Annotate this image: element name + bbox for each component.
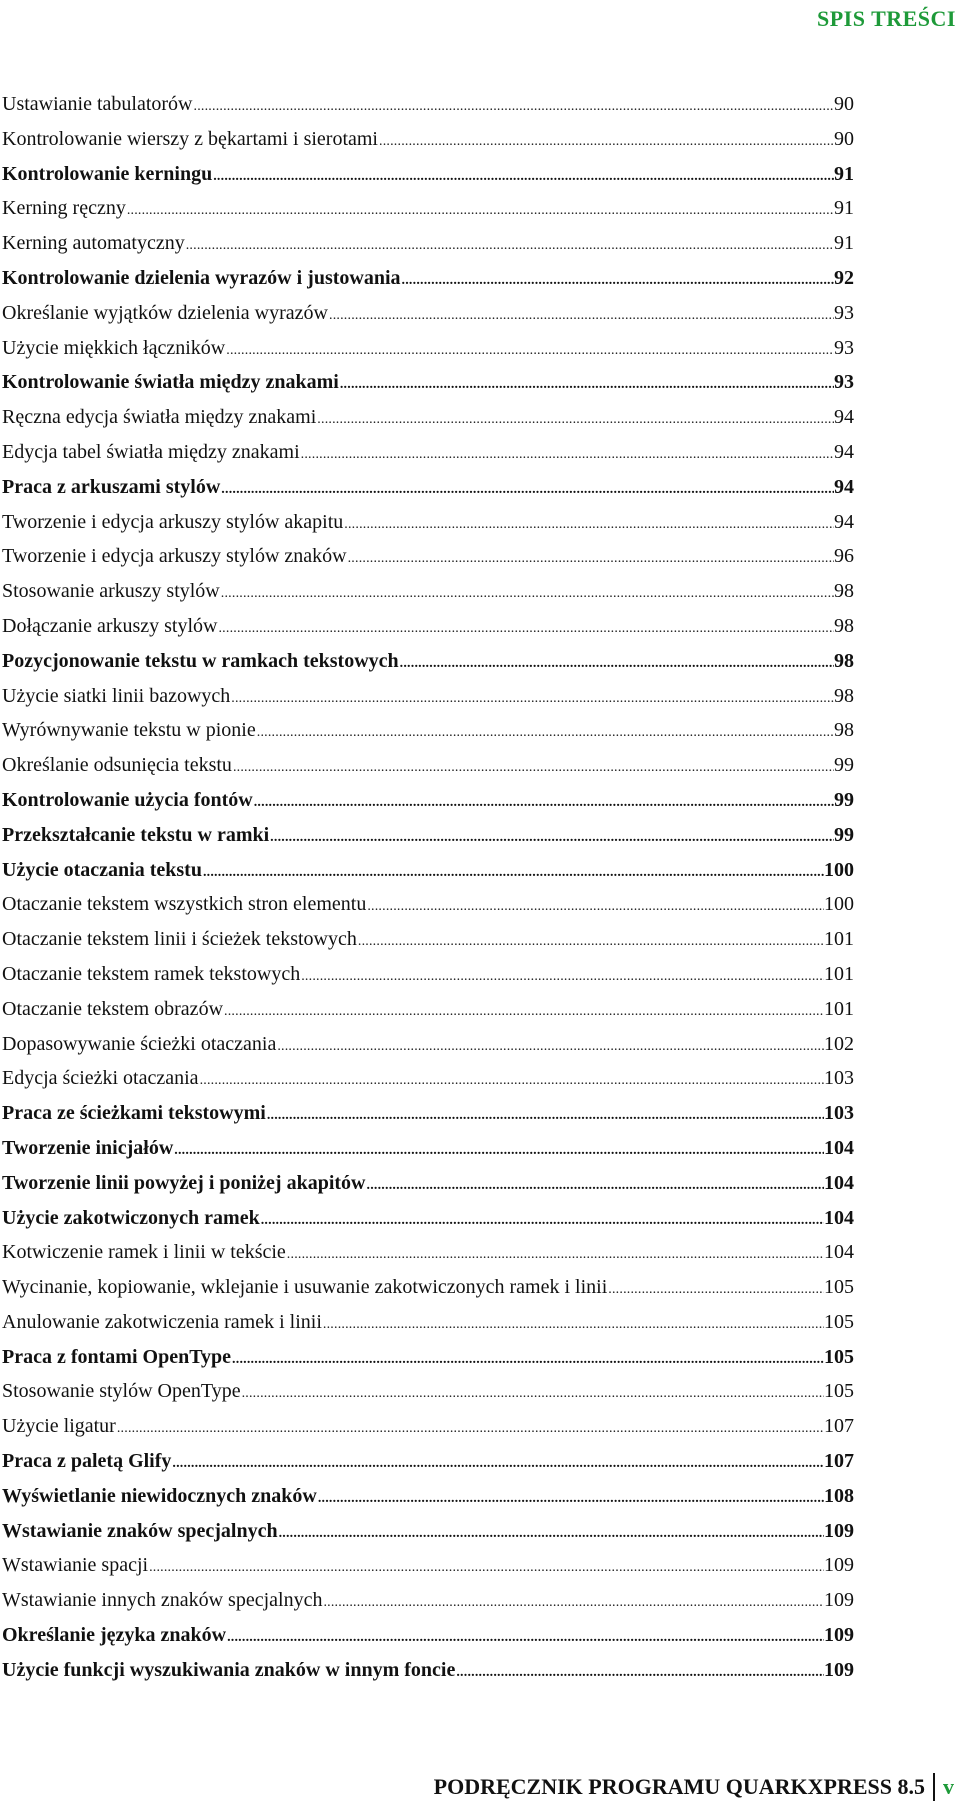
- toc-entry-label: Otaczanie tekstem linii i ścieżek tekstowych: [2, 928, 357, 951]
- toc-entry-label: Kontrolowanie światła między znakami: [2, 371, 339, 394]
- toc-entry-page-number: 90: [834, 93, 854, 115]
- toc-entry-label: Wycinanie, kopiowanie, wklejanie i usuwanie zakotwiczonych ramek i linii: [2, 1276, 608, 1299]
- toc-entry-label: Wyświetlanie niewidocznych znaków: [2, 1484, 317, 1507]
- toc-entry-page-number: 105: [824, 1380, 854, 1403]
- toc-dot-leader: [254, 786, 834, 818]
- footer-title: PODRĘCZNIK PROGRAMU QUARKXPRESS 8.5: [433, 1774, 925, 1799]
- toc-entry-label: Dołączanie arkuszy stylów: [2, 614, 218, 637]
- toc-entry-label: Pozycjonowanie tekstu w ramkach tekstowych: [2, 649, 399, 672]
- toc-entry-page-number: 109: [824, 1589, 854, 1612]
- toc-entry-page-number: 91: [834, 232, 854, 255]
- toc-dot-leader: [279, 1517, 824, 1549]
- toc-entry-label: Praca z fontami OpenType: [2, 1345, 232, 1368]
- toc-entry[interactable]: [2, 853, 854, 888]
- toc-dot-leader: [149, 1551, 824, 1583]
- toc-entry-page-number: 103: [824, 1067, 854, 1090]
- toc-entry-page-number: 109: [824, 1554, 854, 1577]
- toc-entry[interactable]: [2, 922, 854, 957]
- toc-entry-label: Edycja tabel światła między znakami: [2, 440, 300, 463]
- toc-entry-page-number: 102: [824, 1032, 854, 1055]
- toc-entry[interactable]: [2, 1096, 854, 1131]
- toc-entry[interactable]: [2, 400, 854, 435]
- toc-dot-leader: [379, 125, 834, 157]
- toc-entry-label: Tworzenie inicjałów: [2, 1136, 174, 1159]
- toc-entry[interactable]: [2, 992, 854, 1027]
- toc-dot-leader: [367, 1169, 825, 1201]
- toc-dot-leader: [344, 508, 834, 540]
- toc-entry-label: Określanie wyjątków dzielenia wyrazów: [2, 301, 328, 324]
- toc-dot-leader: [227, 1621, 824, 1653]
- toc-dot-leader: [267, 1099, 824, 1131]
- toc-dot-leader: [261, 1204, 824, 1236]
- toc-entry-page-number: 96: [834, 545, 854, 568]
- toc-dot-leader: [329, 299, 834, 331]
- toc-entry[interactable]: [2, 331, 854, 366]
- toc-entry[interactable]: [2, 122, 854, 157]
- toc-entry-page-number: 109: [824, 1624, 854, 1647]
- toc-entry-label: Określanie języka znaków: [2, 1624, 227, 1647]
- toc-entry-label: Tworzenie i edycja arkuszy stylów znaków: [2, 545, 347, 568]
- toc-entry[interactable]: [2, 226, 854, 261]
- toc-dot-leader: [127, 194, 834, 226]
- toc-entry[interactable]: [2, 1305, 854, 1340]
- toc-dot-leader: [323, 1308, 824, 1340]
- toc-entry-page-number: 100: [824, 893, 854, 916]
- toc-entry-label: Kontrolowanie kerningu: [2, 162, 213, 185]
- footer-separator: [933, 1773, 935, 1801]
- toc-entry[interactable]: [2, 1514, 854, 1549]
- toc-entry-label: Przekształcanie tekstu w ramki: [2, 823, 270, 846]
- toc-entry[interactable]: [2, 609, 854, 644]
- toc-dot-leader: [242, 1377, 824, 1409]
- toc-dot-leader: [340, 368, 834, 400]
- toc-dot-leader: [194, 90, 835, 122]
- toc-entry-page-number: 105: [824, 1310, 854, 1333]
- toc-dot-leader: [203, 856, 824, 888]
- toc-entry[interactable]: [2, 818, 854, 853]
- toc-dot-leader: [301, 438, 834, 470]
- toc-dot-leader: [218, 612, 834, 644]
- toc-entry-page-number: 94: [834, 440, 854, 463]
- toc-entry-page-number: 105: [824, 1345, 854, 1368]
- toc-entry-label: Ustawianie tabulatorów: [2, 93, 193, 115]
- toc-dot-leader: [200, 1064, 824, 1096]
- toc-entry[interactable]: [2, 1653, 854, 1688]
- toc-entry[interactable]: [2, 1166, 854, 1201]
- toc-entry[interactable]: [2, 191, 854, 226]
- toc-entry[interactable]: [2, 748, 854, 783]
- toc-entry-label: Kerning automatyczny: [2, 232, 185, 255]
- toc-entry-page-number: 104: [824, 1136, 854, 1159]
- toc-entry[interactable]: [2, 1374, 854, 1409]
- toc-entry[interactable]: [2, 574, 854, 609]
- toc-entry-page-number: 91: [834, 197, 854, 220]
- toc-entry-page-number: 101: [824, 962, 854, 985]
- toc-dot-leader: [277, 1030, 824, 1062]
- toc-entry[interactable]: [2, 505, 854, 540]
- toc-entry-page-number: 94: [834, 475, 854, 498]
- toc-entry-page-number: 93: [834, 336, 854, 359]
- toc-entry-label: Kotwiczenie ramek i linii w tekście: [2, 1241, 286, 1264]
- toc-dot-leader: [232, 1343, 824, 1375]
- toc-dot-leader: [608, 1273, 824, 1305]
- toc-entry-label: Otaczanie tekstem obrazów: [2, 997, 224, 1020]
- toc-entry-label: Użycie miękkich łączników: [2, 336, 226, 359]
- page-footer: [434, 1773, 954, 1801]
- toc-entry[interactable]: [2, 1235, 854, 1270]
- toc-entry[interactable]: [2, 296, 854, 331]
- toc-dot-leader: [117, 1412, 824, 1444]
- toc-entry-page-number: 107: [824, 1450, 854, 1473]
- toc-entry[interactable]: [2, 1479, 854, 1514]
- toc-dot-leader: [301, 960, 824, 992]
- toc-entry-label: Wstawianie znaków specjalnych: [2, 1519, 278, 1542]
- toc-entry-page-number: 91: [834, 162, 854, 185]
- toc-dot-leader: [287, 1238, 824, 1270]
- toc-entry[interactable]: [2, 783, 854, 818]
- toc-entry-label: Anulowanie zakotwiczenia ramek i linii: [2, 1310, 322, 1333]
- toc-dot-leader: [226, 334, 834, 366]
- toc-entry-label: Użycie otaczania tekstu: [2, 858, 202, 881]
- toc-dot-leader: [402, 264, 834, 296]
- toc-entry-page-number: 104: [824, 1241, 854, 1264]
- toc-entry-label: Praca z paletą Glify: [2, 1450, 172, 1473]
- toc-entry[interactable]: [2, 87, 854, 122]
- toc-entry-label: Ręczna edycja światła między znakami: [2, 406, 317, 429]
- toc-entry-page-number: 104: [824, 1171, 854, 1194]
- toc-entry-label: Kontrolowanie wierszy z bękartami i sierotami: [2, 127, 378, 150]
- toc-dot-leader: [318, 1482, 824, 1514]
- toc-entry[interactable]: [2, 1409, 854, 1444]
- toc-entry-label: Otaczanie tekstem ramek tekstowych: [2, 962, 301, 985]
- toc-entry-page-number: 93: [834, 301, 854, 324]
- toc-entry-page-number: 98: [834, 649, 854, 672]
- toc-entry[interactable]: [2, 1548, 854, 1583]
- toc-dot-leader: [358, 925, 824, 957]
- toc-entry[interactable]: [2, 1340, 854, 1375]
- toc-entry-label: Określanie odsunięcia tekstu: [2, 754, 232, 777]
- toc-entry-label: Praca z arkuszami stylów: [2, 475, 221, 498]
- toc-entry-page-number: 99: [834, 754, 854, 777]
- toc-dot-leader: [400, 647, 834, 679]
- toc-entry-page-number: 99: [834, 788, 854, 811]
- toc-entry-label: Użycie funkcji wyszukiwania znaków w innym foncie: [2, 1658, 456, 1681]
- toc-dot-leader: [231, 682, 834, 714]
- toc-entry-page-number: 101: [824, 928, 854, 951]
- toc-dot-leader: [186, 229, 834, 261]
- toc-entry-label: Wstawianie innych znaków specjalnych: [2, 1589, 323, 1612]
- toc-entry[interactable]: [2, 957, 854, 992]
- toc-entry-page-number: 92: [834, 266, 854, 289]
- toc-entry-page-number: 103: [824, 1102, 854, 1125]
- toc-entry[interactable]: [2, 1027, 854, 1062]
- toc-entry-page-number: 98: [834, 580, 854, 603]
- toc-entry[interactable]: [2, 1131, 854, 1166]
- toc-dot-leader: [172, 1447, 824, 1479]
- toc-entry[interactable]: [2, 539, 854, 574]
- toc-entry-label: Tworzenie linii powyżej i poniżej akapitów: [2, 1171, 366, 1194]
- toc-entry-label: Dopasowywanie ścieżki otaczania: [2, 1032, 277, 1055]
- toc-entry[interactable]: [2, 157, 854, 192]
- toc-entry[interactable]: [2, 644, 854, 679]
- toc-entry-label: Wyrównywanie tekstu w pionie: [2, 719, 256, 742]
- toc-entry-label: Kerning ręczny: [2, 197, 126, 220]
- toc-dot-leader: [213, 160, 834, 192]
- toc-dot-leader: [456, 1656, 824, 1688]
- toc-entry-page-number: 108: [824, 1484, 854, 1507]
- toc-entry[interactable]: [2, 435, 854, 470]
- footer-page-number: v: [943, 1774, 954, 1799]
- toc-dot-leader: [348, 542, 834, 574]
- toc-entry-label: Kontrolowanie dzielenia wyrazów i justowania: [2, 266, 401, 289]
- toc-dot-leader: [317, 403, 834, 435]
- toc-entry-label: Otaczanie tekstem wszystkich stron elementu: [2, 893, 367, 916]
- toc-entry[interactable]: [2, 1270, 854, 1305]
- toc-dot-leader: [257, 716, 834, 748]
- toc-entry-label: Stosowanie stylów OpenType: [2, 1380, 241, 1403]
- toc-entry[interactable]: [2, 1618, 854, 1653]
- toc-entry-label: Wstawianie spacji: [2, 1554, 149, 1577]
- toc-entry[interactable]: [2, 470, 854, 505]
- toc-dot-leader: [323, 1586, 824, 1618]
- toc-entry-page-number: 109: [824, 1519, 854, 1542]
- toc-dot-leader: [233, 751, 834, 783]
- toc-entry-label: Użycie ligatur: [2, 1415, 116, 1438]
- toc-entry-page-number: 105: [824, 1276, 854, 1299]
- toc-entry-page-number: 98: [834, 614, 854, 637]
- toc-dot-leader: [174, 1134, 824, 1166]
- table-of-contents: [2, 87, 854, 1688]
- toc-entry-page-number: 94: [834, 510, 854, 533]
- toc-dot-leader: [367, 890, 824, 922]
- toc-entry-label: Tworzenie i edycja arkuszy stylów akapitu: [2, 510, 344, 533]
- toc-dot-leader: [224, 995, 824, 1027]
- toc-entry-page-number: 98: [834, 684, 854, 707]
- toc-entry[interactable]: [2, 1583, 854, 1618]
- toc-entry[interactable]: [2, 1444, 854, 1479]
- toc-entry-page-number: 104: [824, 1206, 854, 1229]
- toc-entry-label: Edycja ścieżki otaczania: [2, 1067, 199, 1090]
- toc-dot-leader: [270, 821, 834, 853]
- toc-entry-page-number: 90: [834, 127, 854, 150]
- toc-entry[interactable]: [2, 679, 854, 714]
- toc-entry-page-number: 98: [834, 719, 854, 742]
- toc-entry-label: Kontrolowanie użycia fontów: [2, 788, 253, 811]
- toc-entry-page-number: 107: [824, 1415, 854, 1438]
- page-header-title: SPIS TREŚCI: [817, 6, 956, 31]
- toc-entry-label: Stosowanie arkuszy stylów: [2, 580, 220, 603]
- toc-entry-page-number: 109: [824, 1658, 854, 1681]
- toc-entry[interactable]: [2, 713, 854, 748]
- toc-entry-page-number: 99: [834, 823, 854, 846]
- toc-dot-leader: [221, 577, 834, 609]
- toc-entry[interactable]: [2, 1201, 854, 1236]
- toc-entry-page-number: 100: [824, 858, 854, 881]
- toc-entry-page-number: 101: [824, 997, 854, 1020]
- toc-entry-page-number: 93: [834, 371, 854, 394]
- toc-entry[interactable]: [2, 887, 854, 922]
- toc-entry[interactable]: [2, 1061, 854, 1096]
- toc-entry-label: Użycie zakotwiczonych ramek: [2, 1206, 260, 1229]
- toc-entry-label: Użycie siatki linii bazowych: [2, 684, 231, 707]
- toc-entry[interactable]: [2, 365, 854, 400]
- toc-entry-page-number: 94: [834, 406, 854, 429]
- toc-entry-label: Praca ze ścieżkami tekstowymi: [2, 1102, 266, 1125]
- toc-dot-leader: [221, 473, 834, 505]
- toc-entry[interactable]: [2, 261, 854, 296]
